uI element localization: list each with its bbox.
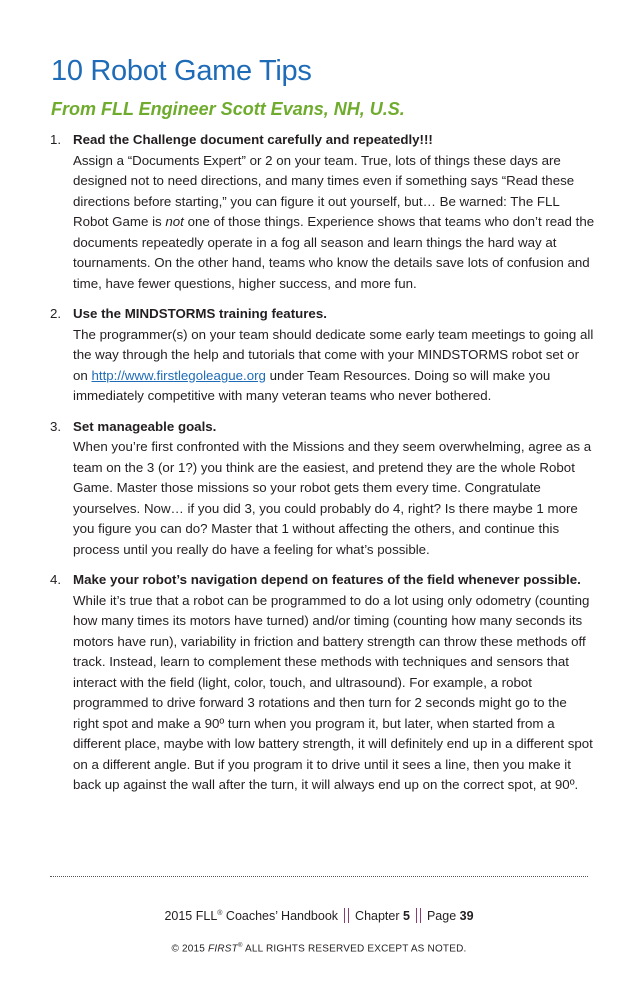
tip-heading: Make your robot’s navigation depend on features of the field whenever possible. — [73, 572, 581, 587]
tip-heading: Set manageable goals. — [73, 418, 217, 434]
page-title: 10 Robot Game Tips — [51, 55, 312, 87]
handbook-name-suffix: Coaches’ Handbook — [222, 909, 339, 923]
footer-separator — [416, 908, 421, 923]
footer-separator — [344, 908, 349, 923]
copyright-registered-mark: ® — [237, 943, 243, 949]
tip-body — [73, 151, 595, 295]
page-number: 39 — [459, 909, 474, 923]
tip-body — [73, 325, 595, 407]
page-label: Page — [426, 909, 460, 923]
tip-item — [50, 570, 595, 796]
tip-item — [50, 304, 595, 407]
tips-list — [50, 130, 595, 806]
tip-heading: Use the MINDSTORMS training features. — [73, 306, 327, 321]
page-footer — [0, 908, 638, 923]
tip-body: When you’re first confronted with the Missions and they seem overwhelming, agree as a team on the 3 (or 1?) you think are the easiest, and pretend they are the whole Robot Game. Master those missions so your robot gets them every time. Congratulate yourselves. Now… if you did 3, you could probably do 4, right? Is there maybe 1 more you figure you can do? Master that 1 without affecting the others, and continue this process until you really do have a feeling for what’s possible. — [73, 439, 592, 557]
subtitle: From FLL Engineer Scott Evans, NH, U.S. — [51, 99, 405, 119]
chapter-label: Chapter — [355, 909, 403, 923]
tip-body: While it’s true that a robot can be programmed to do a lot using only odometry (counting how many times its motors have turned) and/or timing (counting how many seconds its motors have run), variability in friction and battery strength can throw these methods off track. Instead, learn to complement these methods with techniques and sensors that interact with the field (light, color, touch, and ultrasound). For example, a robot programmed to drive forward 3 rotations and then turn for 2 seconds might go to the right spot and make a 90º turn when you program it, but later, when started from a different place, maybe with low battery strength, it will definitely end up in a different spot on a different angle. But if you program it to drive until it sees a line, then you make it back up against the wall after the turn, it will always end up on the correct spot, at 90º. — [73, 592, 593, 792]
tip-body-text: one of those things. Experience shows that teams who don’t read the documents repeatedly operate in a fog all season and learn things the hard way at tournaments. On the other hand, teams who know the details save lots of confusion and time, have fewer questions, higher success, and more fun. — [73, 214, 595, 291]
tip-body-text: The programmer(s) on your team should dedicate some early team meetings to going all the way through the help and tutorials that come with your MINDSTORMS robot set or on — [73, 326, 594, 383]
handbook-name-prefix: 2015 FLL — [164, 909, 218, 923]
copyright-notice — [0, 943, 638, 954]
copyright-suffix: ALL RIGHTS RESERVED EXCEPT AS NOTED. — [242, 943, 467, 955]
tip-number: 4. — [50, 572, 62, 587]
tip-item — [50, 130, 595, 294]
copyright-org: FIRST — [208, 943, 238, 955]
fll-website-link[interactable]: http://www.firstlegoleague.org — [91, 367, 266, 383]
tip-number: 2. — [50, 306, 62, 321]
tip-heading: Read the Challenge document carefully and repeatedly!!! — [73, 132, 433, 147]
tip-item — [50, 417, 595, 561]
registered-mark: ® — [217, 909, 223, 917]
tip-number: 1. — [50, 132, 62, 147]
tip-number: 3. — [50, 418, 62, 434]
footer-divider — [50, 876, 588, 877]
chapter-number: 5 — [403, 909, 410, 923]
tip-body-text: Assign a “Documents Expert” or 2 on your team. True, lots of things these days are designed not to need directions, and many times even if something says “Read these directions before starting,” you can figure it out yourself, but… Be warned: The FLL Robot Game is — [73, 152, 575, 229]
tip-body-text: under Team Resources. Doing so will make you immediately competitive with many veteran teams who never bothered. — [73, 367, 551, 403]
copyright-prefix: © 2015 — [171, 943, 209, 955]
tip-body-emphasis: not — [165, 214, 184, 229]
